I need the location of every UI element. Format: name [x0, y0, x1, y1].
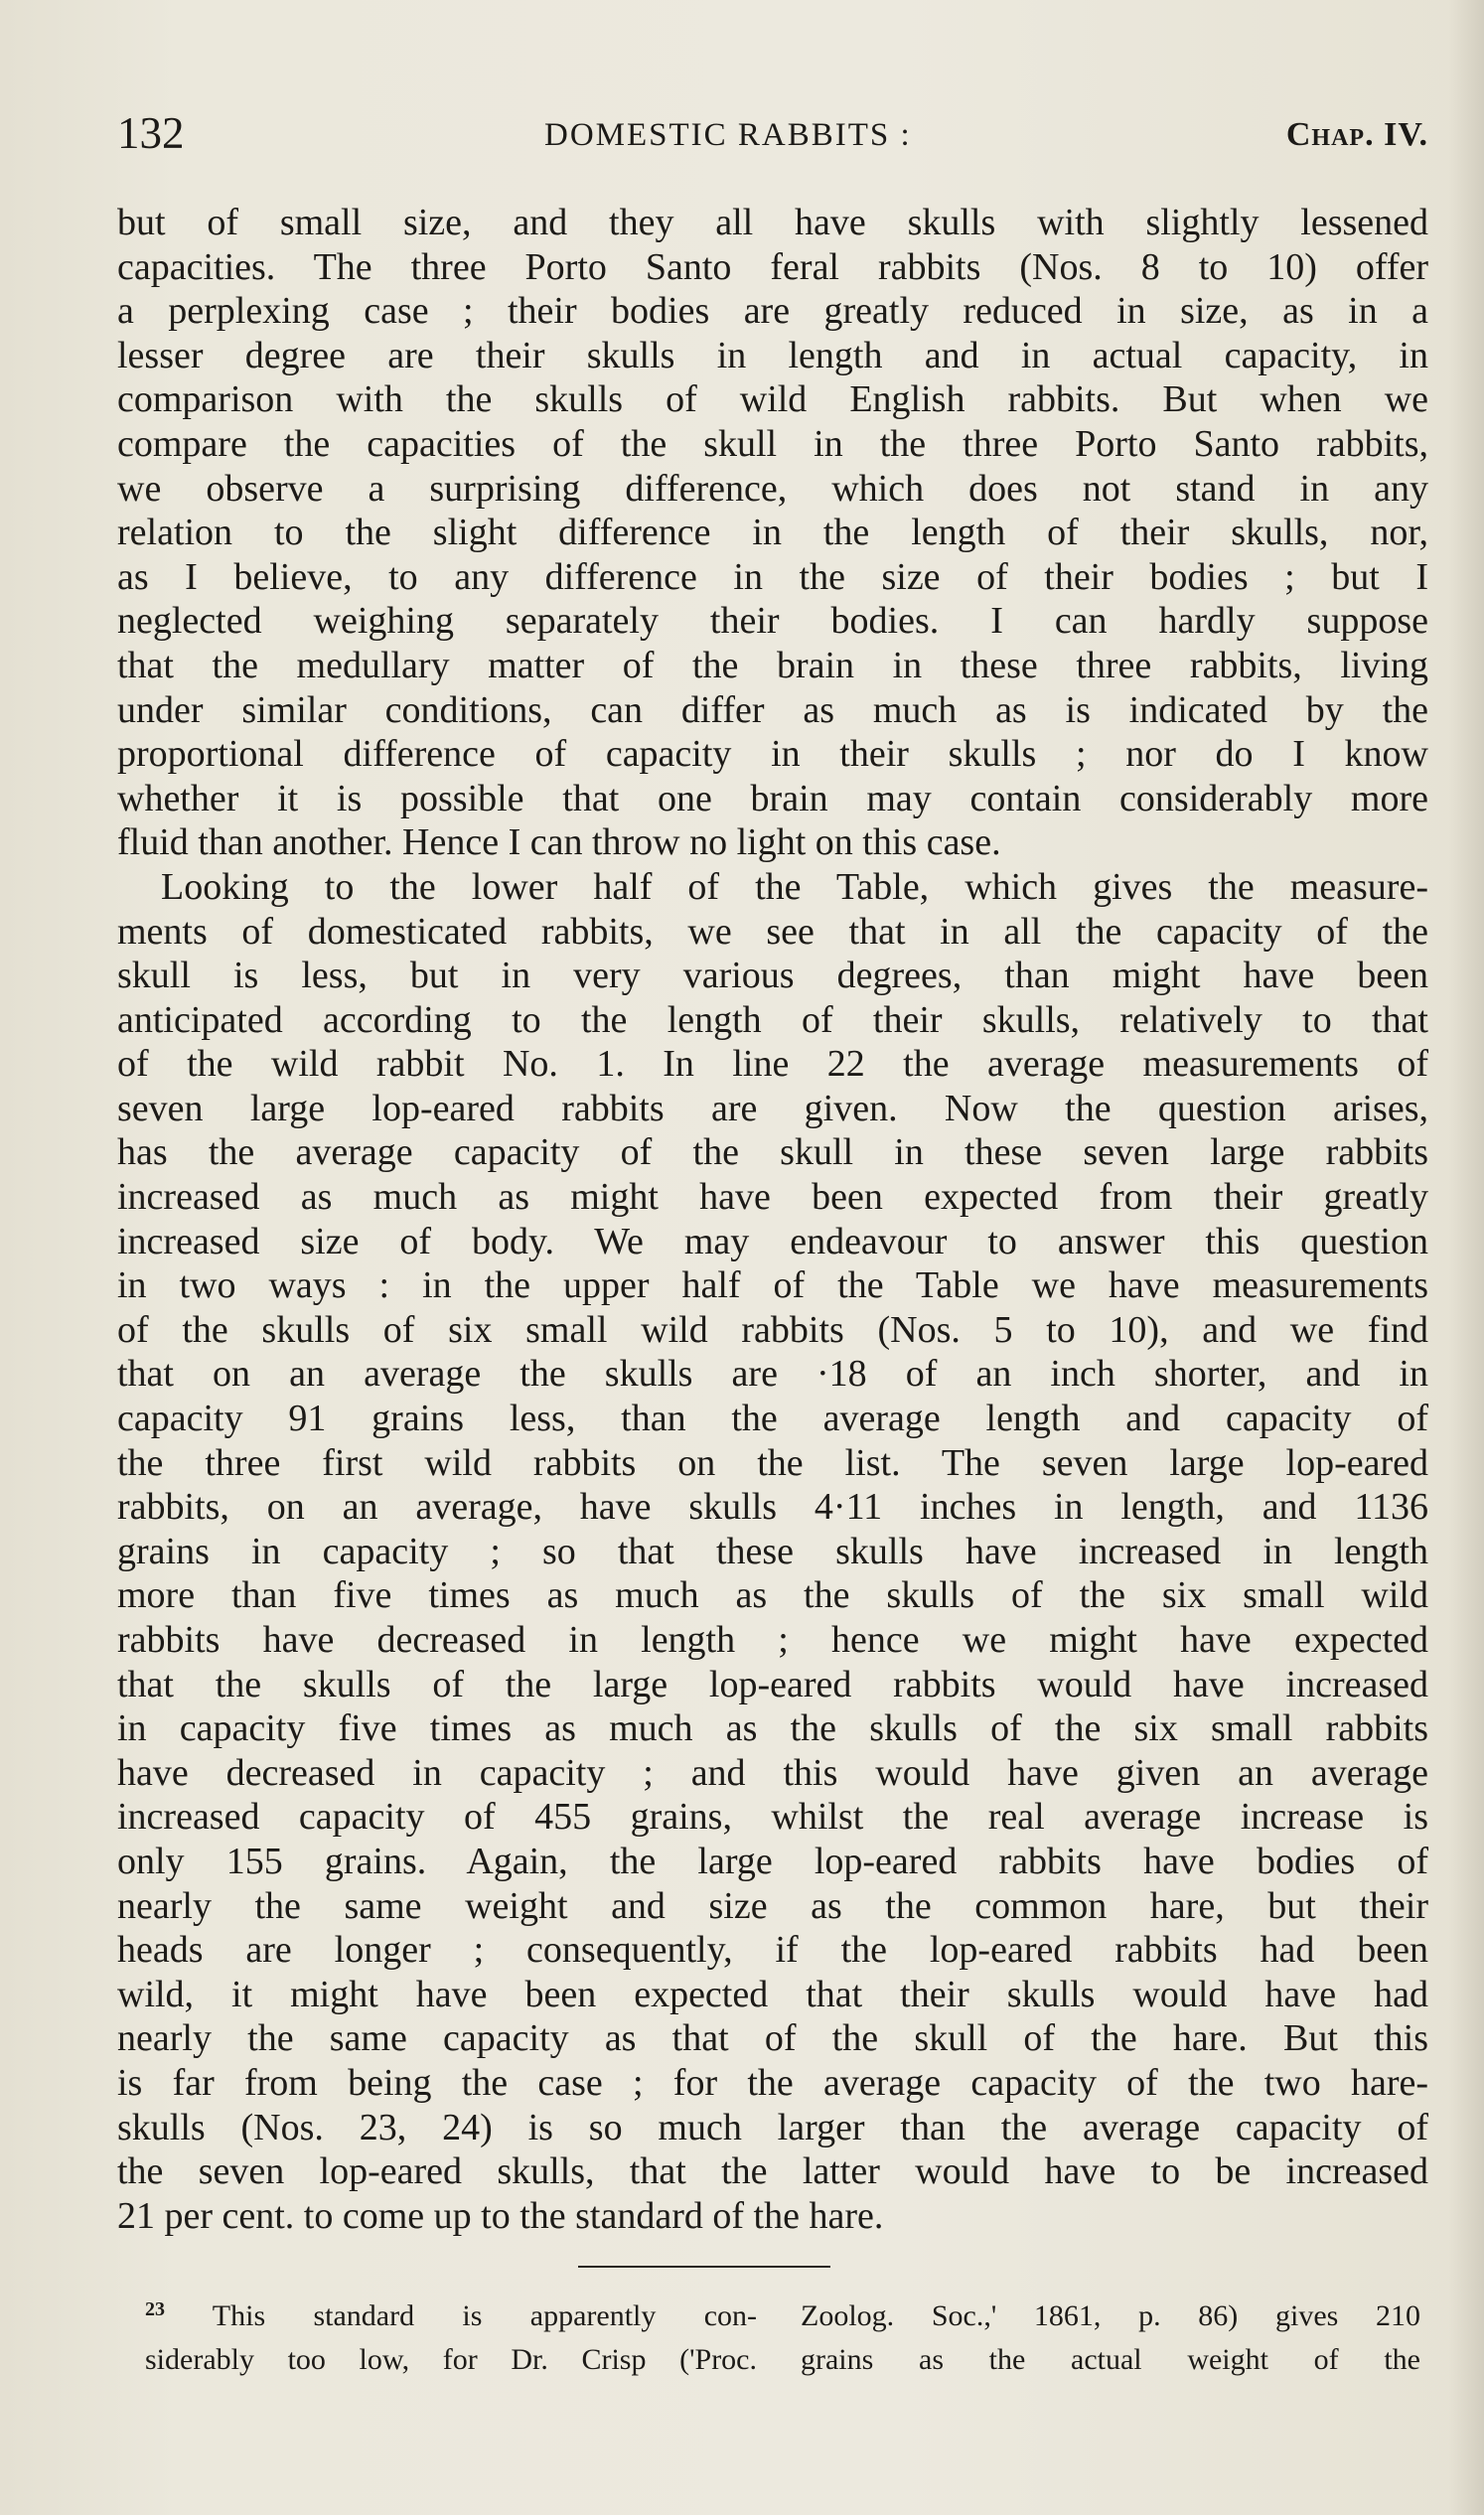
- footnote-left-column: [145, 2294, 757, 2382]
- text-line: skulls (Nos. 23, 24) is so much larger than the average capacity of: [117, 2106, 1428, 2148]
- page-gutter-shadow: [1448, 0, 1484, 2515]
- text-line: increased as much as might have been expected from their greatly: [117, 1176, 1428, 1219]
- text-line: capacities. The three Porto Santo feral rabbits (Nos. 8 to 10) offer: [117, 245, 1428, 288]
- paragraph: [117, 865, 1428, 2238]
- text-line: has the average capacity of the skull in these seven large rabbits: [117, 1131, 1428, 1174]
- text-line: as I believe, to any difference in the size of their bodies ; but I: [117, 555, 1428, 598]
- text-line: heads are longer ; consequently, if the lop-eared rabbits had been: [117, 1929, 1428, 1972]
- text-line: nearly the same capacity as that of the skull of the hare. But this: [117, 2017, 1428, 2060]
- body-text: [117, 201, 1428, 2238]
- text-line: wild, it might have been expected that their skulls would have had: [117, 1973, 1428, 2015]
- text-line: a perplexing case ; their bodies are greatly reduced in size, as in a: [117, 290, 1428, 333]
- text-line: comparison with the skulls of wild English rabbits. But when we: [117, 378, 1428, 421]
- paragraph: [117, 201, 1428, 865]
- text-line: that the medullary matter of the brain in these three rabbits, living: [117, 644, 1428, 686]
- text-line: under similar conditions, can differ as much as is indicated by the: [117, 688, 1428, 731]
- text-line: the three first wild rabbits on the list. The seven large lop-eared: [117, 1441, 1428, 1484]
- text-line: increased size of body. We may endeavour to answer this question: [117, 1220, 1428, 1262]
- text-line: we observe a surprising difference, which does not stand in any: [117, 467, 1428, 510]
- footnote-line: [145, 2294, 757, 2338]
- running-title: DOMESTIC RABBITS :: [544, 117, 912, 153]
- text-line: ments of domesticated rabbits, we see that in all the capacity of the: [117, 910, 1428, 953]
- text-line: of the skulls of six small wild rabbits (Nos. 5 to 10), and we find: [117, 1308, 1428, 1351]
- text-line: nearly the same weight and size as the common hare, but their: [117, 1884, 1428, 1927]
- text-line: neglected weighing separately their bodies. I can hardly suppose: [117, 600, 1428, 643]
- text-line: that the skulls of the large lop-eared rabbits would have increased: [117, 1663, 1428, 1705]
- chapter-label: Chap. IV.: [1285, 116, 1428, 153]
- text-line: capacity 91 grains less, than the average length and capacity of: [117, 1398, 1428, 1440]
- text-line: grains in capacity ; so that these skulls have increased in length: [117, 1530, 1428, 1572]
- footnote: [117, 2294, 1428, 2394]
- text-line: is far from being the case ; for the average capacity of the two hare-: [117, 2061, 1428, 2104]
- footnote-line: Zoolog. Soc.,' 1861, p. 86) gives 210: [801, 2299, 1420, 2332]
- text-line: skull is less, but in very various degrees, than might have been: [117, 955, 1428, 997]
- running-header: [117, 103, 1428, 163]
- text-line: more than five times as much as the skulls of the six small wild: [117, 1574, 1428, 1617]
- footnote-text: This standard is apparently con-: [212, 2299, 757, 2332]
- text-line: lesser degree are their skulls in length and in actual capacity, in: [117, 334, 1428, 376]
- footnote-right-column: [801, 2294, 1420, 2382]
- page-number: 132: [117, 108, 185, 158]
- text-line: proportional difference of capacity in their skulls ; nor do I know: [117, 733, 1428, 776]
- text-line: in capacity five times as much as the skulls of the six small rabbits: [117, 1707, 1428, 1750]
- text-line: have decreased in capacity ; and this would have given an average: [117, 1751, 1428, 1794]
- text-line: that on an average the skulls are ·18 of an inch shorter, and in: [117, 1353, 1428, 1396]
- text-line: whether it is possible that one brain may contain considerably more: [117, 777, 1428, 819]
- text-line: 21 per cent. to come up to the standard of the hare.: [117, 2194, 884, 2237]
- text-line: rabbits, on an average, have skulls 4·11 inches in length, and 1136: [117, 1486, 1428, 1529]
- footnote-divider: [578, 2266, 830, 2268]
- text-line: increased capacity of 455 grains, whilst the real average increase is: [117, 1796, 1428, 1839]
- text-line: in two ways : in the upper half of the Table we have measurements: [117, 1264, 1428, 1307]
- text-line: fluid than another. Hence I can throw no light on this case.: [117, 821, 1001, 864]
- text-line: relation to the slight difference in the length of their skulls, nor,: [117, 512, 1428, 554]
- text-line: the seven lop-eared skulls, that the latter would have to be increased: [117, 2150, 1428, 2193]
- text-line: Looking to the lower half of the Table, which gives the measure-: [161, 865, 1428, 908]
- text-line: only 155 grains. Again, the large lop-eared rabbits have bodies of: [117, 1840, 1428, 1882]
- footnote-mark: 23: [145, 2298, 165, 2320]
- text-line: but of small size, and they all have skulls with slightly lessened: [117, 202, 1428, 243]
- text-line: seven large lop-eared rabbits are given. Now the question arises,: [117, 1087, 1428, 1129]
- text-line: of the wild rabbit No. 1. In line 22 the average measurements of: [117, 1043, 1428, 1086]
- text-line: anticipated according to the length of their skulls, relatively to that: [117, 998, 1428, 1041]
- text-line: compare the capacities of the skull in the three Porto Santo rabbits,: [117, 422, 1428, 465]
- text-line: rabbits have decreased in length ; hence we might have expected: [117, 1619, 1428, 1661]
- footnote-line: siderably too low, for Dr. Crisp ('Proc.: [145, 2343, 757, 2376]
- footnote-line: grains as the actual weight of the: [801, 2343, 1420, 2376]
